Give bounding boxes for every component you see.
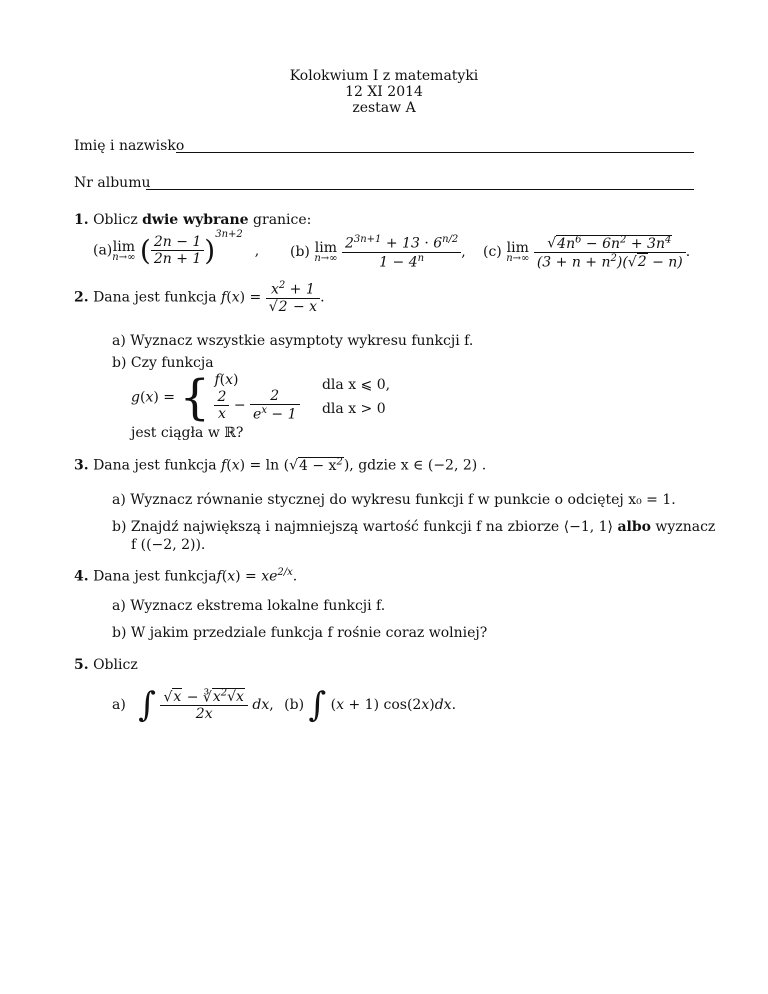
problem-3-statement: 3. Dana jest funkcja $f(x) = \ln (√4 - x^2)$, gdzie x ∈ (−2, 2) . — [74, 456, 487, 474]
problem-1-emphasis: dwie wybrane — [142, 212, 249, 228]
problem-4-number: 4. — [74, 568, 89, 585]
problem-1-number: 1. — [74, 212, 89, 228]
problem-3-number: 3. — [74, 457, 89, 474]
problem-3-part-a: a) Wyznacz równanie stycznej do wykresu funkcji f w punkcie o odciętej x₀ = 1. — [112, 492, 676, 508]
problem-2-number: 2. — [74, 289, 89, 306]
problem-2-part-a: a) Wyznacz wszystkie asymptoty wykresu funkcji f. — [112, 333, 474, 349]
album-field-line[interactable] — [146, 189, 694, 190]
problem-5-statement: 5. Oblicz — [74, 657, 138, 673]
case-2-condition: dla x > 0 — [321, 401, 386, 418]
problem-1-statement: 1. Oblicz dwie wybrane granice: — [74, 212, 312, 228]
document-title: Kolokwium I z matematyki — [289, 68, 479, 84]
problem-3-part-b-line2: f ((−2, 2)). — [131, 537, 206, 553]
problem-1-limit-a: (a) lim n→∞ ( $\frac{2n - 1}{2n + 1}$ )$^{3n+2}$, — [93, 228, 260, 267]
problem-3-emphasis: albo — [617, 519, 651, 535]
problem-4-part-b: b) W jakim przedziale funkcja f rośnie coraz wolniej? — [112, 625, 488, 641]
problem-2-piecewise: g(x) = { f(x) $\frac{2}{x}$ − $\frac{2}{e^x - 1}$ dla x ⩽ 0, dla x > 0 — [131, 369, 391, 426]
problem-1-limit-b: (b) lim n→∞ $\frac{2^{3n+1} + 13 \cdot 6^{n/2}}{1 - 4^n}$ , — [290, 234, 466, 271]
case-1-condition: dla x ⩽ 0, — [321, 377, 391, 394]
problem-3-domain: , gdzie x ∈ (−2, 2) . — [349, 457, 487, 474]
album-field-label: Nr albumu — [74, 175, 151, 191]
name-field-label: Imię i nazwisko — [74, 138, 185, 154]
problem-2-part-b: b) Czy funkcja — [112, 355, 214, 371]
document-date: 12 XI 2014 — [345, 84, 423, 100]
name-field-line[interactable] — [176, 152, 694, 153]
document-set: zestaw A — [352, 100, 416, 116]
problem-4-statement: 4. Dana jest funkcjaf(x) = $xe^{2/x}$. — [74, 567, 298, 585]
problem-2-statement: 2. Dana jest funkcja f(x) = $\frac{x^2 + 1}{√2 - x}$ . — [74, 280, 325, 315]
problem-1-limit-c: (c) lim n→∞ $\frac{√4n^6 - 6n^2 + 3n^4}{(3 + n + n^2)(√2 - n)}$ . — [483, 234, 691, 271]
problem-5-number: 5. — [74, 657, 89, 673]
problem-2-continuity: jest ciągła w ℝ? — [131, 425, 244, 441]
problem-4-part-a: a) Wyznacz ekstrema lokalne funkcji f. — [112, 598, 386, 614]
header — [0, 68, 768, 116]
problem-3-part-b: b) Znajdź największą i najmniejszą wartość funkcji f na zbiorze ⟨−1, 1⟩ albo wyznacz — [112, 519, 716, 535]
problem-5-integrals: a) ∫ $\frac{√x - ∛x^2√x}{2x}$ dx, (b) ∫ (x + 1) cos(2x)dx. — [112, 685, 457, 725]
